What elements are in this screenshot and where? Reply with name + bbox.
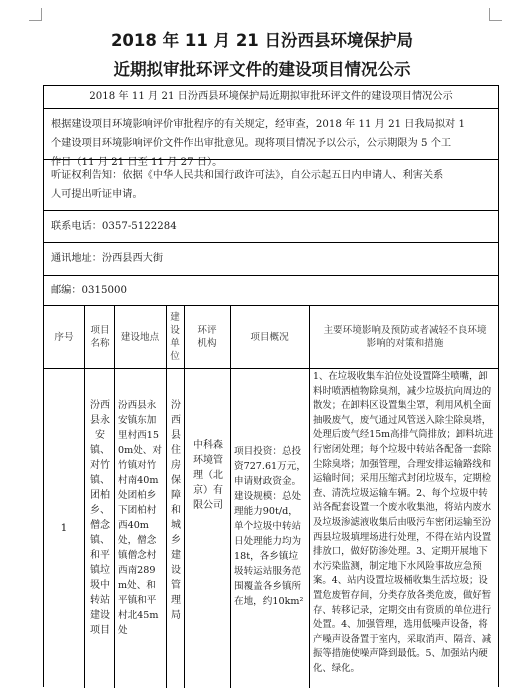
column-header-name: 项目名称 — [90, 325, 110, 349]
intro-line-2: 个建设项目环境影响评价文件作出审批意见。现将项目情况予以公示，公示期限为 5 个工 — [51, 138, 452, 149]
row-site: 汾西县永安镇东加里村西150m处、对竹镇对竹村南40m处团柏乡下团柏村西40m处，僧念镇僧念村西南289m处、和平镇和平村北45m处 — [118, 400, 162, 636]
row-eia-org: 中科森环境管理（北京）有限公司 — [193, 440, 223, 511]
postcode: 邮编：0315000 — [44, 276, 498, 306]
row-project-name: 汾西县永安镇、对竹镇、团柏乡、僧念镇、和平镇垃圾中转站建设项目 — [90, 400, 110, 636]
column-header-measures: 主要环境影响及预防或者减轻不良环境影响的对策和措施 — [323, 325, 487, 349]
contact-phone: 联系电话：0357-5122284 — [44, 211, 498, 243]
row-seq: 1 — [60, 522, 68, 534]
intro-paragraph — [44, 109, 498, 168]
table-header-row: 2018 年 11 月 21 日汾西县环境保护局近期拟审批环评文件的建设项目情况公示 — [44, 86, 498, 109]
row-overview: 项目投资：总投资727.61万元，申请财政资金。建设规模：总处理能力90t/d，单个垃圾中转站日处理能力均为18t，各乡镇垃圾转运站服务范围覆盖各乡镇所在地，约10km² — [234, 446, 306, 607]
row-builder: 汾西县住房保障和城乡建设管理局 — [171, 400, 181, 621]
hearing-notice — [44, 160, 498, 211]
hearing-line-1: 听证权利告知：依据《中华人民共和国行政许可法》，自公示起五日内申请人、利害关系 — [51, 170, 444, 181]
column-header-site: 建设地点 — [120, 331, 160, 343]
intro-line-1: 根据建设项目环境影响评价审批程序的有关规定，经审查，2018 年 11 月 21 日我局拟对 1 — [51, 119, 465, 130]
crop-mark-top-left — [29, 8, 42, 21]
column-header-eia-org: 环评机构 — [197, 325, 217, 349]
header-divider — [44, 368, 498, 369]
intro-line-3: 作日（11 月 21 日至 11 月 27 日）。 — [51, 157, 223, 168]
row-measures: 1、在垃圾收集车泊位处设置降尘喷嘴，卸料时喷洒植物除臭剂，减少垃圾抗向周边的散发；在卸料区设置集尘罩，利用风机全面抽吸废气，废气通过风管送入除尘除臭塔，处理后废气经15m高排气筒排放；卸料坑进行密闭处理；每个垃圾中转站各配备一套除尘除臭塔；加强管理，合理安排运输路线和运输时间；采用压缩式封闭垃圾车，定期检查、清洗垃圾运输车辆。2、每个垃圾中转站各配套设置一个废水收集池，将站内废水及垃圾渗滤液收集后由吸污车密闭运输至汾西县垃圾填埋场进行处理，不得在站内设置排放口，做好防渗处理。3、定期开展地下水污染监测，制定地下水风险事故应急预案。4、站内设置垃圾桶收集生活垃圾；设置危废暂存间，分类存放各类危废，做好暂存、转移记录，定期交由有资质的单位进行处置。4、加强管理，选用低噪声设备，将产噪声设备置于室内，采取消声、隔音、减振等措施使噪声降到最低。5、加强站内硬化、绿化。 — [313, 371, 494, 674]
notice-table — [43, 85, 499, 687]
column-header-overview: 项目概况 — [250, 331, 289, 343]
mailing-address: 通讯地址：汾西县西大街 — [44, 243, 498, 276]
hearing-line-2: 人可提出听证申请。 — [51, 189, 143, 200]
column-divider — [166, 306, 167, 688]
document-title-line-2: 近期拟审批环评文件的建设项目情况公示 — [113, 60, 411, 79]
column-header-seq: 序号 — [54, 331, 74, 343]
column-header-builder: 建设单位 — [170, 312, 180, 362]
column-divider — [309, 306, 310, 688]
project-table — [44, 306, 498, 688]
column-divider — [84, 306, 85, 688]
document-title-line-1: 2018 年 11 月 21 日汾西县环境保护局 — [110, 31, 414, 50]
column-divider — [184, 306, 185, 688]
crop-mark-top-right — [489, 8, 502, 21]
